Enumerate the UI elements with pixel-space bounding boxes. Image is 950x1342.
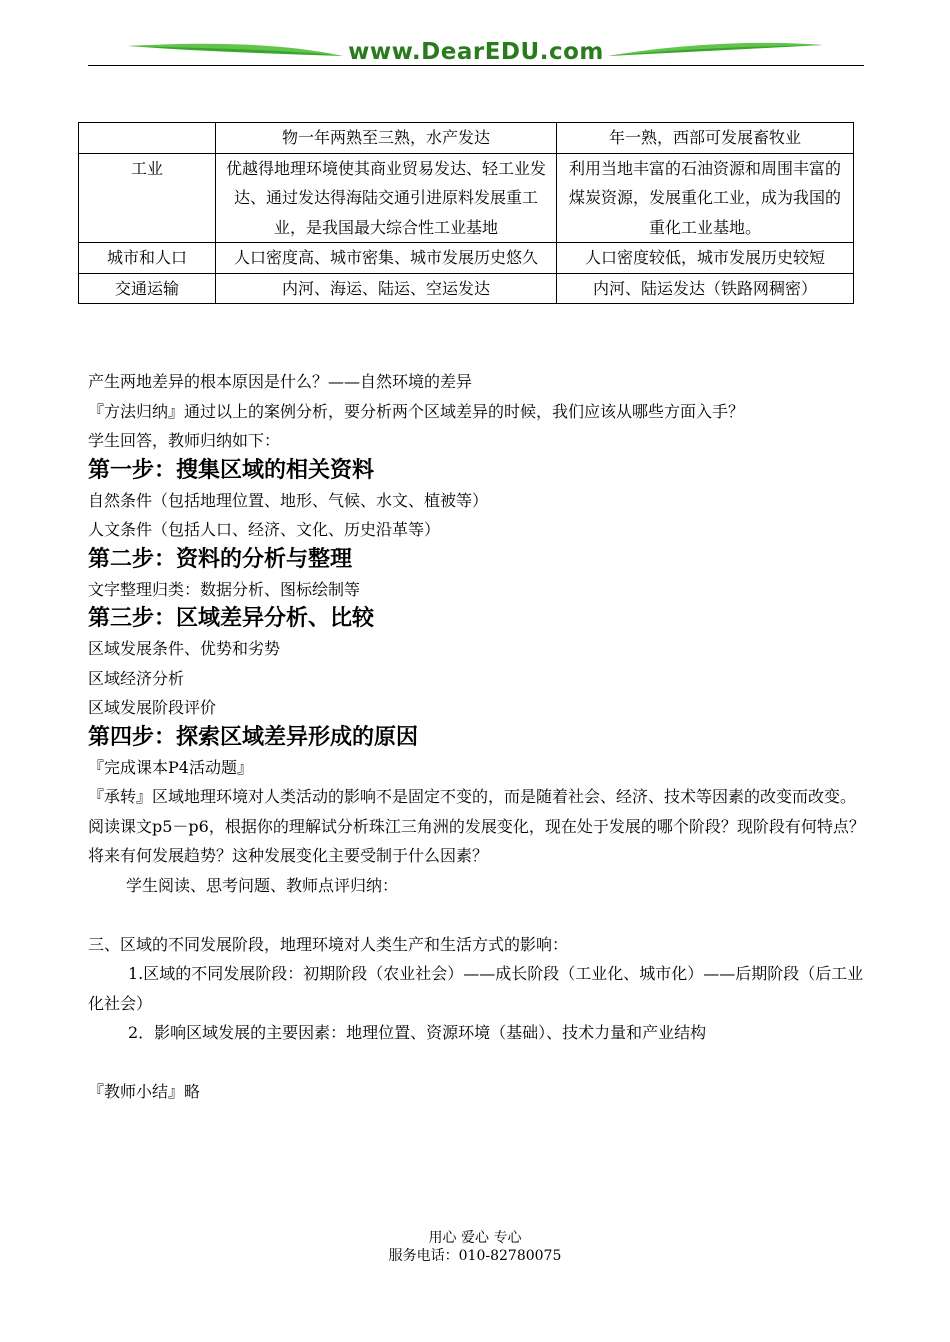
step4-heading: 第四步：探索区域差异形成的原因 [88,724,419,750]
spacer [88,1048,868,1078]
table-cell: 利用当地丰富的石油资源和周围丰富的煤炭资源，发展重化工业，成为我国的重化工业基地。 [557,153,854,243]
table-row [79,153,854,243]
header-divider [88,65,864,66]
table-row-label: 工业 [79,153,216,243]
activity-note: 『完成课本P4活动题』 [88,757,253,777]
table-cell: 年一熟，西部可发展畜牧业 [557,123,854,154]
section3-title: 三、区域的不同发展阶段，地理环境对人类生产和生活方式的影响： [88,934,569,954]
step3-item: 区域经济分析 [88,668,185,688]
step3-item: 区域发展条件、优势和劣势 [88,639,281,658]
table-row-label: 城市和人口 [79,243,216,274]
point-1: 1.区域的不同发展阶段：初期阶段（农业社会）——成长阶段（工业化、城市化）——后期阶段（后工业化社会） [88,964,864,1013]
table-cell: 内河、海运、陆运、空运发达 [216,273,557,304]
table-row [79,123,854,154]
method-prompt: 『方法归纳』通过以上的案例分析，要分析两个区域差异的时候，我们应该从哪些方面入手？ [88,401,745,421]
footer-slogan: 用心 爱心 专心 [428,1230,522,1246]
step2-item: 文字整理归类：数据分析、图标绘制等 [88,579,361,599]
cause-question: 产生两地差异的根本原因是什么？——自然环境的差异 [88,372,473,391]
step3-item: 区域发展阶段评价 [88,698,217,717]
table-cell: 物一年两熟至三熟，水产发达 [216,123,557,154]
point-2: 2．影响区域发展的主要因素：地理位置、资源环境（基础）、技术力量和产业结构 [128,1023,707,1042]
step1-item: 自然条件（包括地理位置、地形、气候、水文、植被等） [88,490,489,510]
teacher-summary-intro: 学生回答，教师归纳如下： [88,431,281,450]
student-reading-note: 学生阅读、思考问题、教师点评归纳： [126,875,399,895]
spacer [88,900,868,930]
document-body [88,367,868,1107]
page-footer [0,1229,950,1265]
table-cell: 人口密度高、城市密集、城市发展历史悠久 [216,243,557,274]
table-cell [79,123,216,154]
comparison-table [78,122,854,304]
teacher-conclusion: 『教师小结』略 [88,1082,201,1101]
table-row [79,243,854,274]
transition-paragraph: 『承转』区域地理环境对人类活动的影响不是固定不变的，而是随着社会、经济、技术等因素的改变而改变。阅读课文p5－p6，根据你的理解试分析珠江三角洲的发展变化，现在处于发展的哪个阶段？现阶段有何特点？将来有何发展趋势？这种发展变化主要受制于什么因素？ [88,787,865,865]
step1-item: 人文条件（包括人口、经济、文化、历史沿革等） [88,520,441,539]
step3-heading: 第三步：区域差异分析、比较 [88,606,375,631]
footer-phone: 服务电话：010-82780075 [388,1248,562,1264]
table-cell: 内河、陆运发达（铁路网稠密） [557,273,854,304]
site-logo-text[interactable]: www.DearEDU.com [348,39,604,65]
table-cell: 人口密度较低，城市发展历史较短 [557,243,854,274]
table-row-label: 交通运输 [79,273,216,304]
table-cell: 优越得地理环境使其商业贸易发达、轻工业发达、通过发达得海陆交通引进原料发展重工业，是我国最大综合性工业基地 [216,153,557,243]
table-row [79,273,854,304]
step2-heading: 第二步：资料的分析与整理 [88,546,353,572]
step1-heading: 第一步：搜集区域的相关资料 [88,457,375,483]
